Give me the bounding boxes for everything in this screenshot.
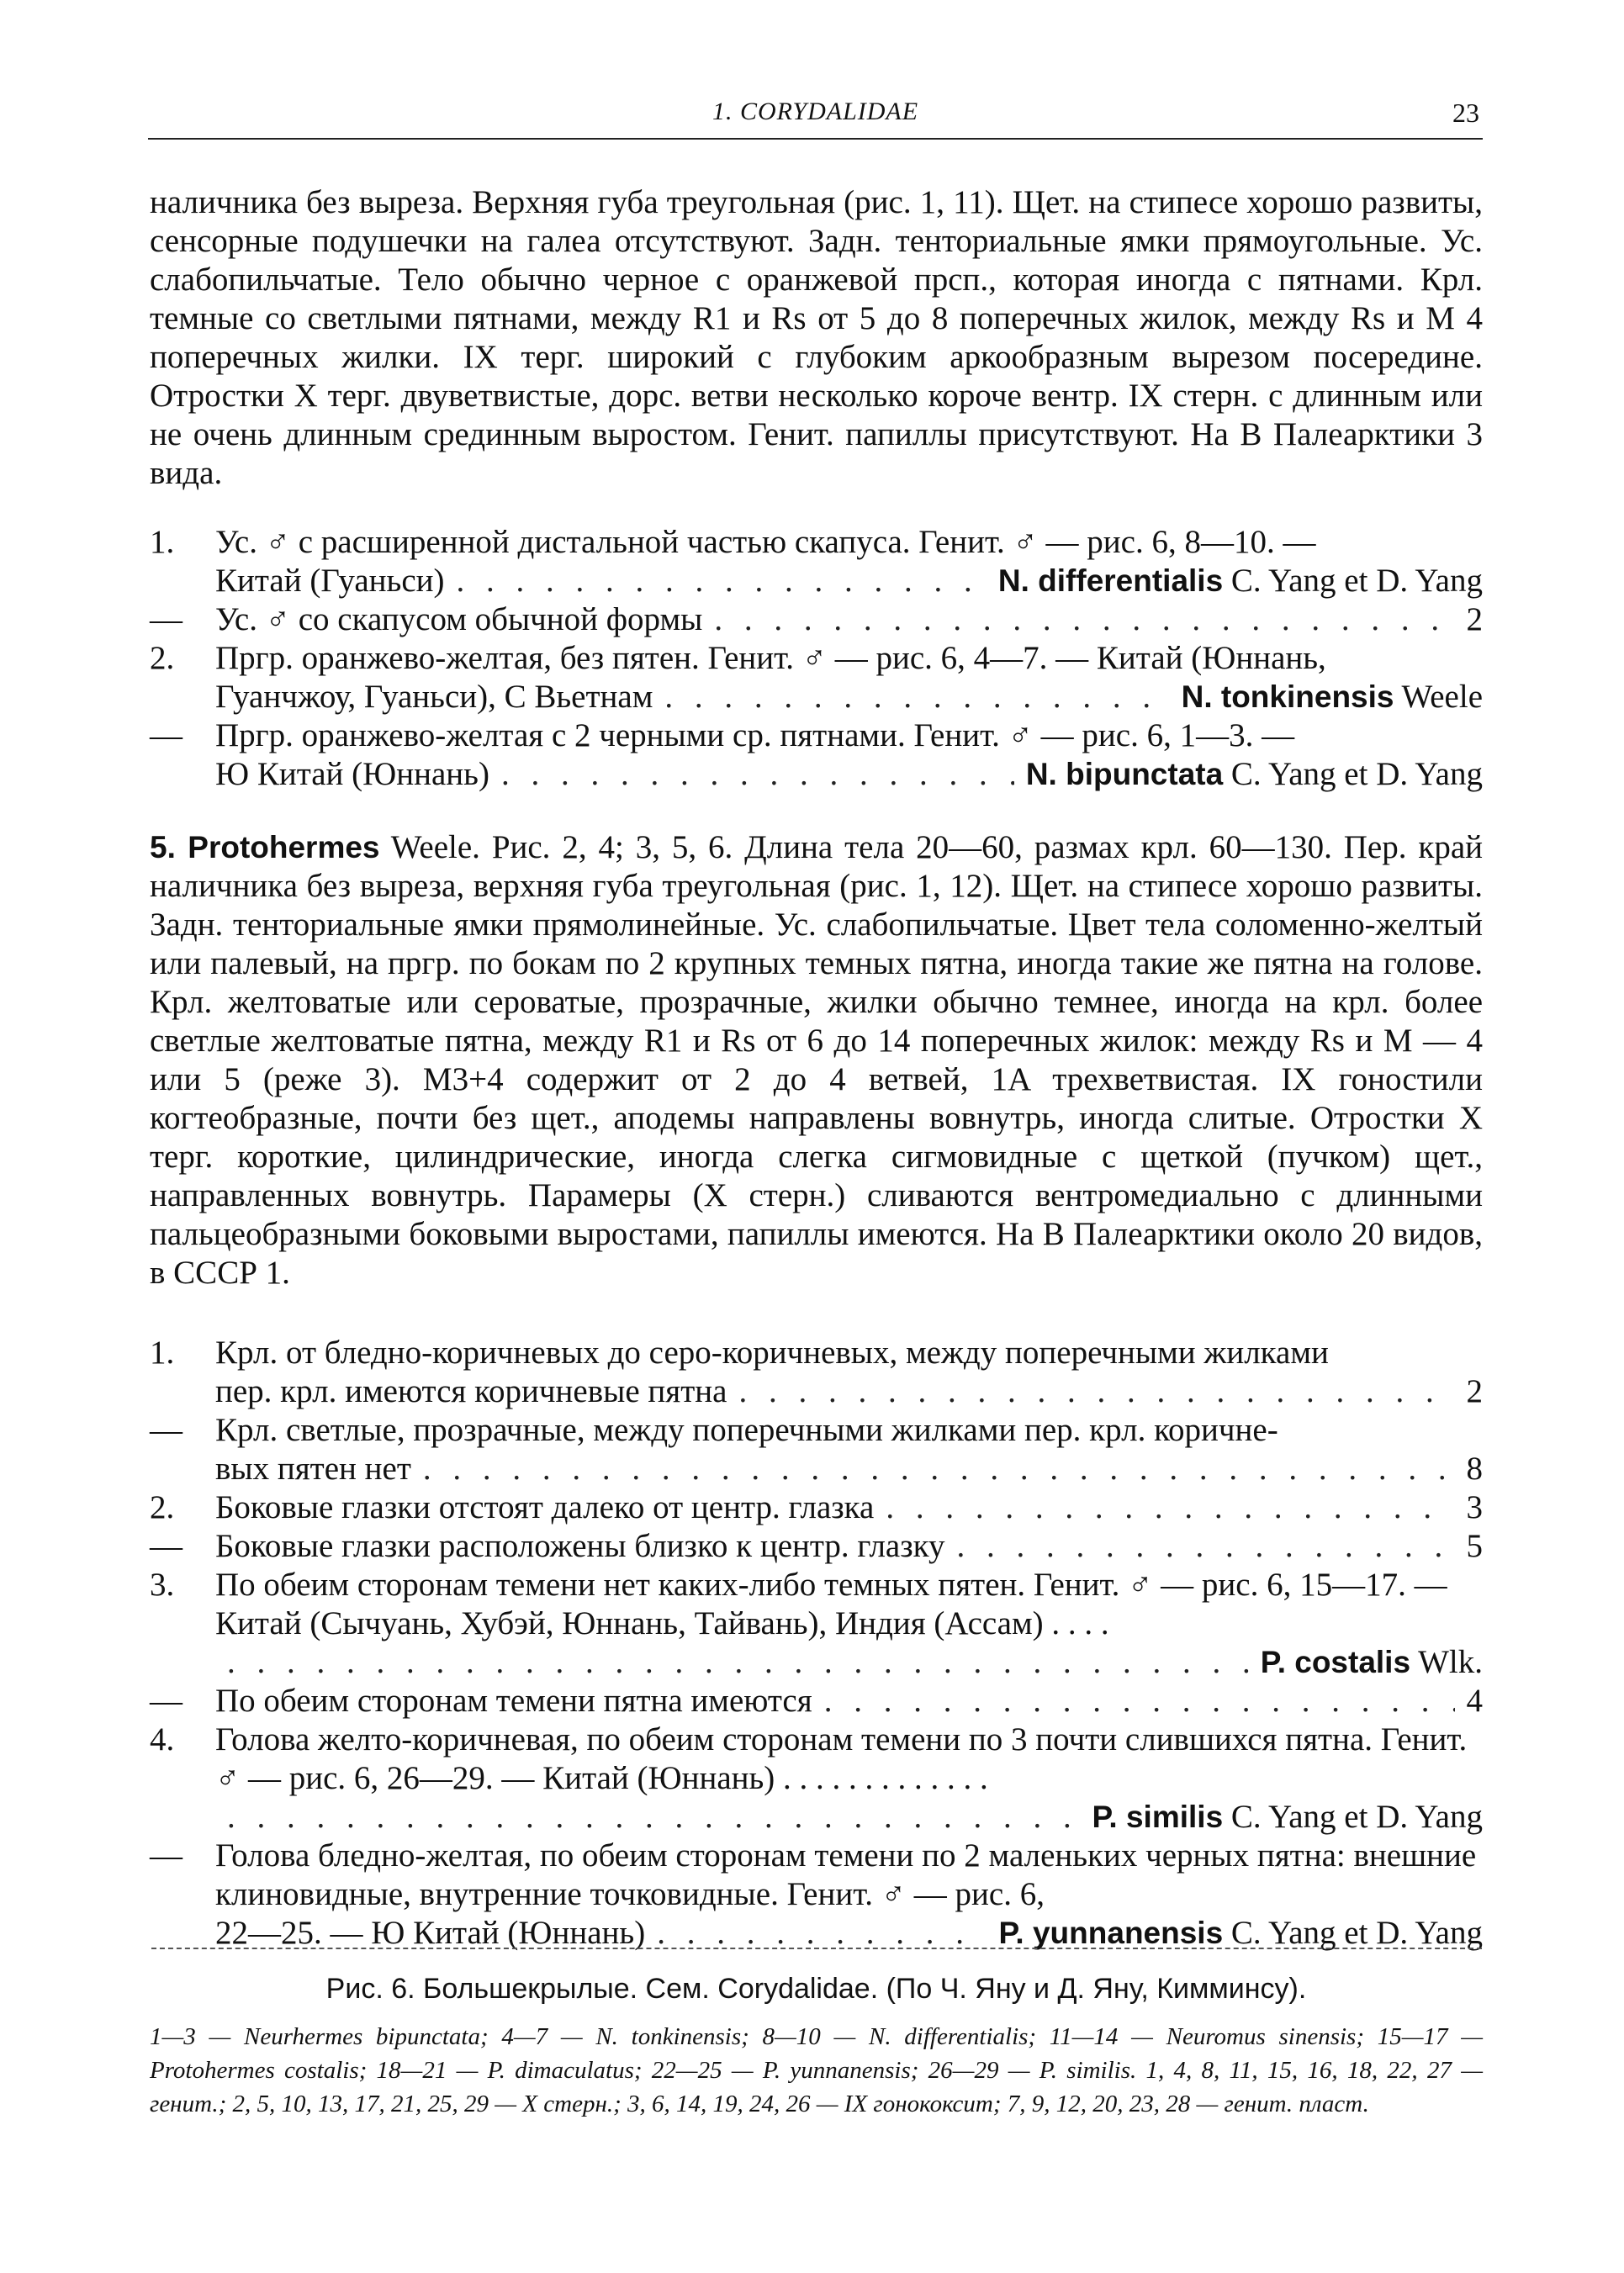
species-name: N. differentialis [997, 563, 1224, 598]
caption-divider [151, 1948, 1482, 1949]
couplet-target [1092, 1798, 1483, 1837]
species-name: P. similis [1092, 1800, 1224, 1834]
couplet-text: По обеим сторонам темени нет каких-либо темных пятен. Генит. ♂ — рис. 6, 15—17. — Китай (Сычуань, Хубэй, Юннань, Тайвань), Индия (Ассам) . . . . [215, 1567, 1447, 1641]
couplet-number: — [150, 601, 183, 637]
leader-dots [714, 600, 1454, 639]
couplet-lead: Ю Китай (Юннань) [215, 756, 489, 792]
species-name: N. tonkinensis [1181, 679, 1394, 714]
key-couplet [150, 1566, 1483, 1682]
figure-caption-title: Рис. 6. Большекрылые. Сем. Corydalidae. (По Ч. Яну и Д. Яну, Кимминсу). [325, 1973, 1307, 2005]
leader-dots [457, 562, 987, 600]
couplet-text: Пргр. оранжево-желтая с 2 черными ср. пятнами. Генит. ♂ — рис. 6, 1—3. — [215, 717, 1295, 753]
key-couplet [150, 1721, 1483, 1837]
leader-dots [738, 1372, 1454, 1411]
leader-dots [886, 1488, 1454, 1527]
leader-dots [501, 755, 1014, 794]
key-couplet [150, 1682, 1483, 1721]
species-name: P. costalis [1260, 1645, 1411, 1679]
leader-dots [227, 1643, 1249, 1682]
species-author: C. Yang et D. Yang [1223, 1915, 1483, 1951]
couplet-lead: Боковые глазки расположены близко к центр. глазку [215, 1528, 945, 1564]
couplet-text: Голова желто-коричневая, по обеим сторонам темени по 3 почти слившихся пятна. Генит. ♂ — рис. 6, 26—29. — Китай (Юннань) . . . . . . . . . . . . . [215, 1721, 1468, 1796]
running-head-title: 1. CORYDALIDAE [711, 98, 919, 125]
paragraph-text: наличника без выреза. Верхняя губа треугольная (рис. 1, 11). Щет. на стипесе хорошо развиты, сенсорные подушечки на галеа отсутствуют. Задн. тенториальные ямки прямоугольные. Ус. слабопильчатые. Тело обычно черное с оранжевой прсп., которая иногда с пятнами. Крл. темные со светлыми пятнами, между R1 и Rs от 5 до 8 поперечных жилок, между Rs и M 4 поперечных жилки. IX терг. широкий с глубоким аркообразным вырезом посередине. Отростки X терг. двуветвистые, дорс. ветви несколько короче вентр. IX стерн. с длинным или не очень длинным срединным выростом. Генит. папиллы присутствуют. На В Палеарктики 3 вида. [150, 184, 1483, 491]
couplet-lead: Ус. ♂ со скапусом обычной формы [215, 601, 703, 637]
couplet-target [1467, 1450, 1484, 1488]
paragraph-genus-description [150, 183, 1483, 493]
couplet-text: Голова бледно-желтая, по обеим сторонам темени по 2 маленьких черных пятна: внешние клиновидные, внутренние точковидные. Генит. ♂ — рис. 6, [215, 1837, 1477, 1912]
key-couplet [150, 1837, 1483, 1953]
couplet-target [1182, 678, 1483, 716]
couplet-lead: Гуанчжоу, Гуаньси), С Вьетнам [215, 679, 653, 715]
key-couplet [150, 523, 1483, 600]
couplet-reference: 3 [1466, 1489, 1483, 1525]
species-author: C. Yang et D. Yang [1223, 756, 1483, 792]
couplet-number: 1. [150, 1335, 175, 1371]
couplet-target [1467, 600, 1484, 639]
running-head [148, 94, 1483, 140]
couplet-lead: вых пятен нет [215, 1451, 411, 1487]
couplet-target [1026, 755, 1483, 794]
key-couplet [150, 716, 1483, 794]
couplet-lead: Боковые глазки отстоят далеко от центр. глазка [215, 1489, 875, 1525]
couplet-number: — [150, 1683, 183, 1719]
couplet-target [1467, 1488, 1484, 1527]
key-couplet [150, 1527, 1483, 1566]
figure-caption-legend: 1—3 — Neurhermes bipunctata; 4—7 — N. tonkinensis; 8—10 — N. differentialis; 11—14 — Neuromus sinensis; 15—17 — Protohermes costalis; 18—21 — P. dimaculatus; 22—25 — P. yunnanensis; 26—29 — P. similis. 1, 4, 8, 11, 15, 16, 18, 22, 27 — генит.; 2, 5, 10, 13, 17, 21, 25, 29 — X стерн.; 3, 6, 14, 19, 24, 26 — IX гонококсит; 7, 9, 12, 20, 23, 28 — генит. пласт. [150, 2023, 1483, 2117]
couplet-lead: пер. крл. имеются коричневые пятна [215, 1373, 727, 1409]
couplet-text: Крл. от бледно-коричневых до серо-коричневых, между поперечными жилками [215, 1335, 1329, 1371]
couplet-text: Крл. светлые, прозрачные, между поперечными жилками пер. крл. коричне- [215, 1412, 1278, 1448]
identification-key-neurhermes [150, 523, 1483, 794]
couplet-number: 2. [150, 640, 175, 676]
couplet-target [1467, 1372, 1484, 1411]
species-name: N. bipunctata [1025, 757, 1224, 791]
couplet-target [1261, 1643, 1483, 1682]
key-couplet [150, 1334, 1483, 1411]
couplet-reference: 2 [1466, 1373, 1483, 1409]
couplet-number: 4. [150, 1721, 175, 1758]
couplet-reference: 5 [1466, 1528, 1483, 1564]
species-author: Weele [1394, 679, 1483, 715]
couplet-lead: Китай (Гуаньси) [215, 563, 445, 599]
couplet-reference: 8 [1466, 1451, 1483, 1487]
couplet-number: 2. [150, 1489, 175, 1525]
couplet-number: 1. [150, 524, 175, 560]
key-couplet [150, 639, 1483, 716]
leader-dots [227, 1798, 1081, 1837]
page-number: 23 [1452, 98, 1479, 128]
key-couplet [150, 1411, 1483, 1488]
couplet-number: — [150, 1412, 183, 1448]
paragraph-protohermes [150, 828, 1483, 1292]
species-author: C. Yang et D. Yang [1223, 563, 1483, 599]
couplet-target [1467, 1527, 1484, 1566]
leader-dots [664, 678, 1169, 716]
couplet-target [1467, 1682, 1484, 1721]
leader-dots [423, 1450, 1455, 1488]
key-couplet [150, 600, 1483, 639]
genus-name: 5. Protohermes [150, 830, 380, 864]
species-name: P. yunnanensis [998, 1916, 1224, 1950]
couplet-reference: 4 [1466, 1683, 1483, 1719]
leader-dots [957, 1527, 1455, 1566]
couplet-number: 3. [150, 1567, 175, 1603]
leader-dots [824, 1682, 1455, 1721]
key-couplet [150, 1488, 1483, 1527]
couplet-lead: 22—25. — Ю Китай (Юннань) [215, 1915, 646, 1951]
paragraph-text [150, 828, 1483, 1292]
couplet-lead: По обеим сторонам темени пятна имеются [215, 1683, 812, 1719]
identification-key-protohermes [150, 1334, 1483, 1953]
couplet-reference: 2 [1466, 601, 1483, 637]
couplet-number: — [150, 1528, 183, 1564]
species-author: Wlk. [1410, 1644, 1483, 1680]
couplet-number: — [150, 717, 183, 753]
couplet-text: Пргр. оранжево-желтая, без пятен. Генит. ♂ — рис. 6, 4—7. — Китай (Юннань, [215, 640, 1326, 676]
genus-description: Weele. Рис. 2, 4; 3, 5, 6. Длина тела 20—60, размах крл. 60—130. Пер. край наличника без выреза, верхняя губа треугольная (рис. 1, 12). Щет. на стипесе хорошо развиты. Задн. тенториальные ямки прямолинейные. Ус. слабопильчатые. Цвет тела соломенно-желтый или палевый, на пргр. по бокам по 2 крупных темных пятна, иногда такие же пятна на голове. Крл. желтоватые или сероватые, прозрачные, жилки обычно темнее, иногда на крл. более светлые желтоватые пятна, между R1 и Rs от 6 до 14 поперечных жилок: между Rs и M — 4 или 5 (реже 3). M3+4 содержит от 2 до 4 ветвей, 1A трехветвистая. IX гоностили когтеобразные, почти без щет., аподемы направлены вовнутрь, иногда слитые. Отростки X терг. короткие, цилиндрические, иногда слегка сигмовидные с щеткой (пучком) щет., направленных вовнутрь. Парамеры (X стерн.) сливаются вентромедиально с длинными пальцеобразными боковыми выростами, папиллы имеются. На В Палеарктики около 20 видов, в СССР 1. [150, 829, 1484, 1291]
couplet-number: — [150, 1837, 183, 1874]
couplet-target [998, 562, 1483, 600]
couplet-text: Ус. ♂ с расширенной дистальной частью скапуса. Генит. ♂ — рис. 6, 8—10. — [215, 524, 1316, 560]
species-author: C. Yang et D. Yang [1223, 1799, 1483, 1835]
